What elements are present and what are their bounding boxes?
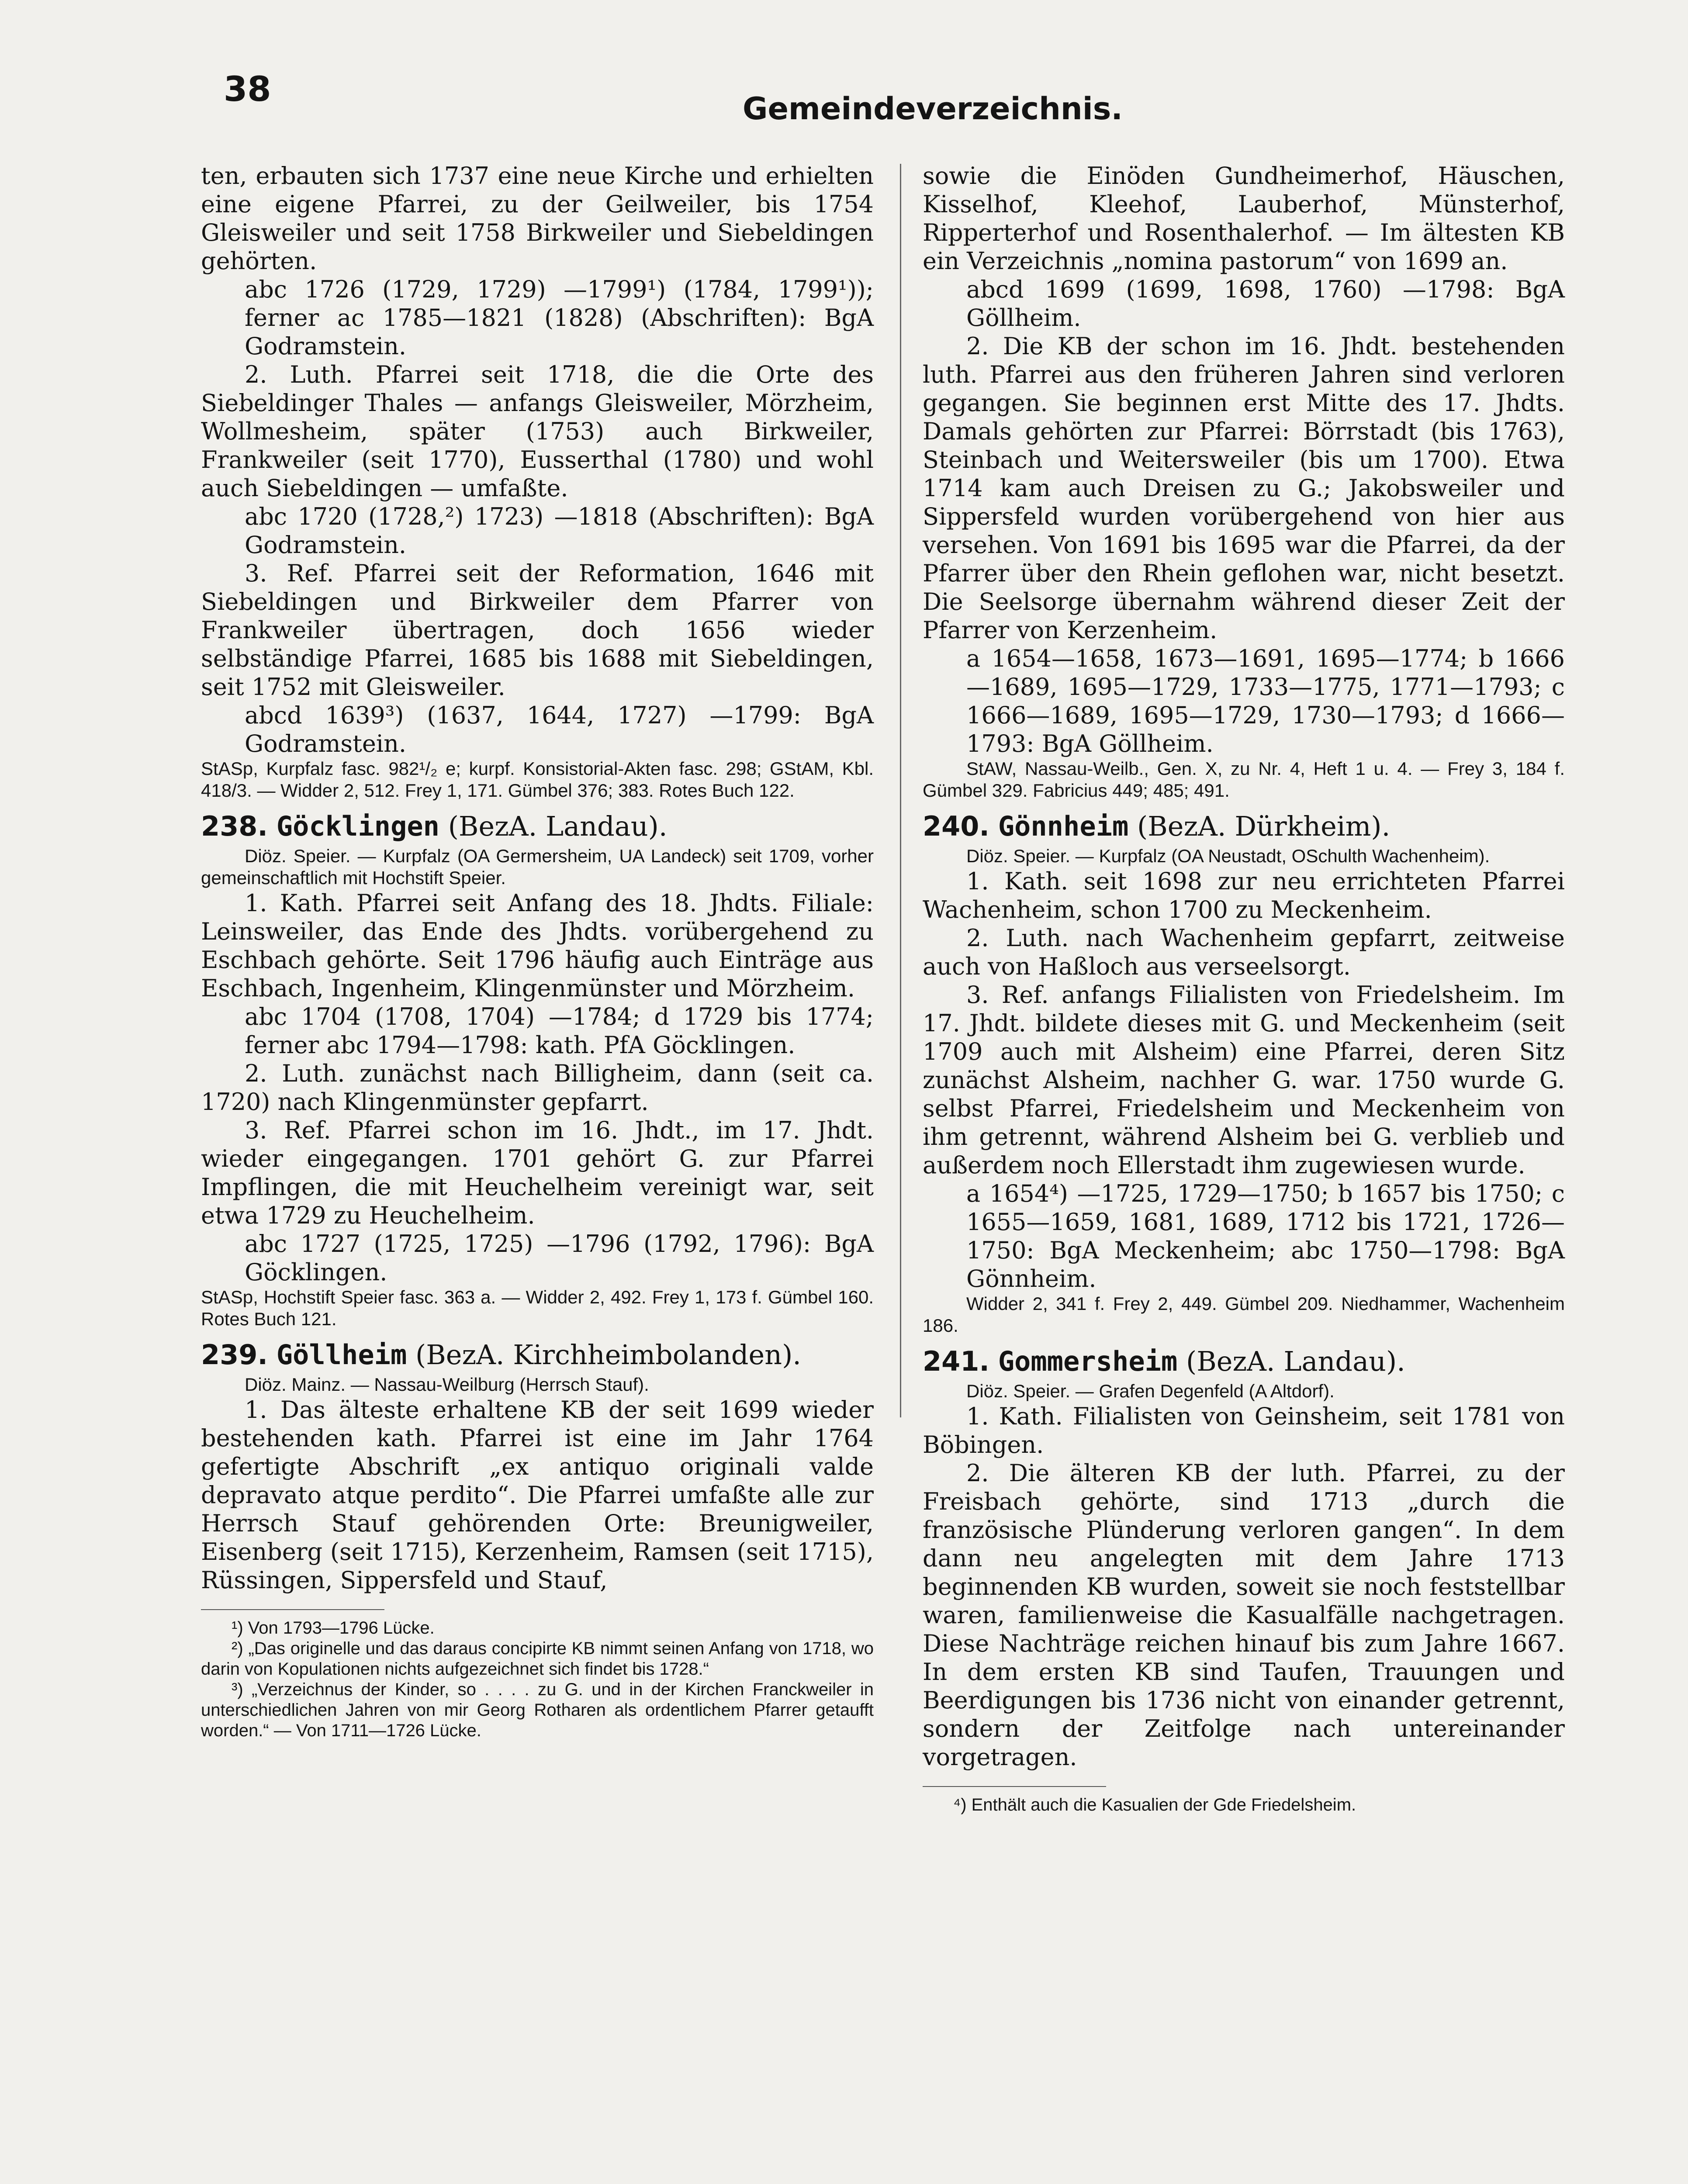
source-citation: StASp, Kurpfalz fasc. 982¹/₂ e; kurpf. Konsistorial-Akten fasc. 298; GStAM, Kbl. 418/3. — Widder 2, 512. Frey 1, 171. Gümbel 376; 383. Rotes Buch 122.	[201, 758, 874, 801]
source-citation: Widder 2, 341 f. Frey 2, 449. Gümbel 209. Niedhammer, Wachenheim 186.	[923, 1293, 1565, 1336]
entry-number: 239.	[201, 1339, 268, 1371]
footnote-rule	[201, 1609, 384, 1610]
footnote: ³) „Verzeichnus der Kinder, so . . . . zu G. und in der Kirchen Franckweiler in unterschiedlichen Jahren von mir Georg Rotharen als ordentlichem Pfarrer getaufft worden.“ — Von 1711—1726 Lücke.	[201, 1680, 874, 1740]
record-listing: a 1654—1658, 1673—1691, 1695—1774; b 1666—1689, 1695—1729, 1733—1775, 1771—1793; c 1666—1689, 1695—1729, 1730—1793; d 1666—1793: BgA Göllheim.	[966, 645, 1565, 757]
entry-number: 240.	[923, 810, 989, 842]
paragraph: sowie die Einöden Gundheimerhof, Häuschen, Kisselhof, Kleehof, Lauberhof, Münsterhof, Ripperterhof und Rosenthalerhof. — Im ältesten KB ein Verzeichnis „nomina pastorum“ von 1699 an.	[923, 162, 1565, 275]
entry-admin: Diöz. Speier. — Grafen Degenfeld (A Altdorf).	[966, 1381, 1335, 1401]
paragraph: ten, erbauten sich 1737 eine neue Kirche und erhielten eine eigene Pfarrei, zu der Geilweiler, bis 1754 Gleisweiler und seit 1758 Birkweiler und Siebeldingen gehörten.	[201, 162, 874, 275]
footnote: ⁴) Enthält auch die Kasualien der Gde Friedelsheim.	[953, 1795, 1356, 1814]
footnote: ¹) Von 1793—1796 Lücke.	[232, 1618, 435, 1638]
record-listing: a 1654⁴) —1725, 1729—1750; b 1657 bis 1750; c 1655—1659, 1681, 1689, 1712 bis 1721, 1726—1750: BgA Meckenheim; abc 1750—1798: BgA Gönnheim.	[966, 1180, 1565, 1292]
record-listing: abc 1726 (1729, 1729) —1799¹) (1784, 1799¹)); ferner ac 1785—1821 (1828) (Abschriften): BgA Godramstein.	[245, 276, 874, 360]
record-listing: abcd 1639³) (1637, 1644, 1727) —1799: BgA Godramstein.	[245, 702, 874, 757]
paragraph: 2. Luth. Pfarrei seit 1718, die die Orte des Siebeldinger Thales — anfangs Gleisweiler, Mörzheim, Wollmesheim, später (1753) auch Birkweiler, Frankweiler (seit 1770), Eusserthal (1780) und wohl auch Siebeldingen — umfaßte.	[201, 361, 874, 502]
entry-district: (BezA. Kirchheimbolanden).	[407, 1339, 801, 1371]
paragraph: 2. Die älteren KB der luth. Pfarrei, zu der Freisbach gehörte, sind 1713 „durch die französische Plünderung verloren gangen“. In dem dann neu angelegten mit dem Jahre 1713 beginnenden KB wurden, soweit sie noch feststellbar waren, familienweise die Kasualfälle nachgetragen. Diese Nachträge reichen hinauf bis zum Jahre 1667. In dem ersten KB sind Taufen, Trauungen und Beerdigungen bis 1736 nicht von einander getrennt, sondern der Zeitfolge nach untereinander vorgetragen.	[923, 1459, 1565, 1771]
entry-admin: Diöz. Speier. — Kurpfalz (OA Germersheim, UA Landeck) seit 1709, vorher gemeinschaftlich mit Hochstift Speier.	[201, 846, 874, 888]
entry-place-name: Göcklingen	[276, 810, 439, 842]
entry-heading-239	[201, 1339, 874, 1371]
record-listing: abcd 1699 (1699, 1698, 1760) —1798: BgA Göllheim.	[966, 276, 1565, 332]
running-title: Gemeindeverzeichnis.	[743, 91, 1123, 127]
column-divider	[900, 164, 901, 1417]
paragraph: 1. Kath. Filialisten von Geinsheim, seit 1781 von Böbingen.	[923, 1403, 1565, 1458]
paragraph: 2. Luth. nach Wachenheim gepfarrt, zeitweise auch von Haßloch aus verseelsorgt.	[923, 924, 1565, 980]
left-column	[201, 162, 874, 1741]
source-citation: StAW, Nassau-Weilb., Gen. X, zu Nr. 4, Heft 1 u. 4. — Frey 3, 184 f. Gümbel 329. Fabricius 449; 485; 491.	[923, 758, 1565, 801]
paragraph: 3. Ref. Pfarrei schon im 16. Jhdt., im 17. Jhdt. wieder eingegangen. 1701 gehört G. zur Pfarrei Impflingen, die mit Heuchelheim vereinigt war, seit etwa 1729 zu Heuchelheim.	[201, 1116, 874, 1229]
entry-number: 238.	[201, 810, 268, 842]
right-column	[923, 162, 1565, 1815]
footnote-rule	[923, 1786, 1106, 1787]
record-listing: abc 1720 (1728,²) 1723) —1818 (Abschriften): BgA Godramstein.	[245, 503, 874, 559]
paragraph: 1. Das älteste erhaltene KB der seit 1699 wieder bestehenden kath. Pfarrei ist eine im Jahr 1764 gefertigte Abschrift „ex antiquo originali valde depravato atque perdito“. Die Pfarrei umfaßte alle zur Herrsch Stauf gehörenden Orte: Breunigweiler, Eisenberg (seit 1715), Kerzenheim, Ramsen (seit 1715), Rüssingen, Sippersfeld und Stauf,	[201, 1396, 874, 1594]
paragraph: 3. Ref. Pfarrei seit der Reformation, 1646 mit Siebeldingen und Birkweiler dem Pfarrer von Frankweiler übertragen, doch 1656 wieder selbständige Pfarrei, 1685 bis 1688 mit Siebeldingen, seit 1752 mit Gleisweiler.	[201, 560, 874, 701]
source-citation: StASp, Hochstift Speier fasc. 363 a. — Widder 2, 492. Frey 1, 173 f. Gümbel 160. Rotes Buch 121.	[201, 1287, 874, 1329]
entry-heading-238	[201, 810, 874, 843]
paragraph: 1. Kath. Pfarrei seit Anfang des 18. Jhdts. Filiale: Leinsweiler, das Ende des Jhdts. vorübergehend zu Eschbach gehörte. Seit 1796 häufig auch Einträge aus Eschbach, Ingenheim, Klingenmünster und Mörzheim.	[201, 889, 874, 1002]
record-listing: abc 1704 (1708, 1704) —1784; d 1729 bis 1774; ferner abc 1794—1798: kath. PfA Göcklingen.	[245, 1003, 874, 1059]
entry-admin: Diöz. Speier. — Kurpfalz (OA Neustadt, OSchulth Wachenheim).	[966, 846, 1490, 866]
paragraph: 3. Ref. anfangs Filialisten von Friedelsheim. Im 17. Jhdt. bildete dieses mit G. und Meckenheim (seit 1709 auch mit Alsheim) eine Pfarrei, deren Sitz zunächst Alsheim, nachher G. war. 1750 wurde G. selbst Pfarrei, Friedelsheim und Meckenheim von ihm getrennt, während Alsheim bei G. verblieb und außerdem noch Ellerstadt ihm zugewiesen wurde.	[923, 981, 1565, 1179]
entry-number: 241.	[923, 1345, 989, 1377]
page-number: 38	[224, 70, 271, 109]
entry-district: (BezA. Dürkheim).	[1128, 810, 1391, 842]
entry-place-name: Gönnheim	[998, 810, 1129, 842]
entry-admin: Diöz. Mainz. — Nassau-Weilburg (Herrsch Stauf).	[245, 1374, 649, 1395]
entry-place-name: Gommersheim	[998, 1345, 1178, 1377]
paragraph: 1. Kath. seit 1698 zur neu errichteten Pfarrei Wachenheim, schon 1700 zu Meckenheim.	[923, 867, 1565, 923]
entry-heading-241	[923, 1345, 1565, 1378]
entry-district: (BezA. Landau).	[1177, 1345, 1405, 1377]
paragraph: 2. Luth. zunächst nach Billigheim, dann (seit ca. 1720) nach Klingenmünster gepfarrt.	[201, 1060, 874, 1116]
entry-district: (BezA. Landau).	[439, 810, 668, 842]
entry-heading-240	[923, 810, 1565, 843]
footnote: ²) „Das originelle und das daraus concipirte KB nimmt seinen Anfang von 1718, wo darin von Kopulationen nichts aufgezeichnet sich findet bis 1728.“	[201, 1639, 874, 1679]
paragraph: 2. Die KB der schon im 16. Jhdt. bestehenden luth. Pfarrei aus den früheren Jahren sind verloren gegangen. Sie beginnen erst Mitte des 17. Jhdts. Damals gehörten zur Pfarrei: Börrstadt (bis 1763), Steinbach und Weitersweiler (bis um 1700). Etwa 1714 kam auch Dreisen zu G.; Jakobsweiler und Sippersfeld wurden vorübergehend von hier aus versehen. Von 1691 bis 1695 war die Pfarrei, da der Pfarrer über den Rhein geflohen war, nicht besetzt. Die Seelsorge übernahm während dieser Zeit der Pfarrer von Kerzenheim.	[923, 332, 1565, 644]
record-listing: abc 1727 (1725, 1725) —1796 (1792, 1796): BgA Göcklingen.	[245, 1230, 874, 1286]
entry-place-name: Göllheim	[276, 1339, 407, 1371]
